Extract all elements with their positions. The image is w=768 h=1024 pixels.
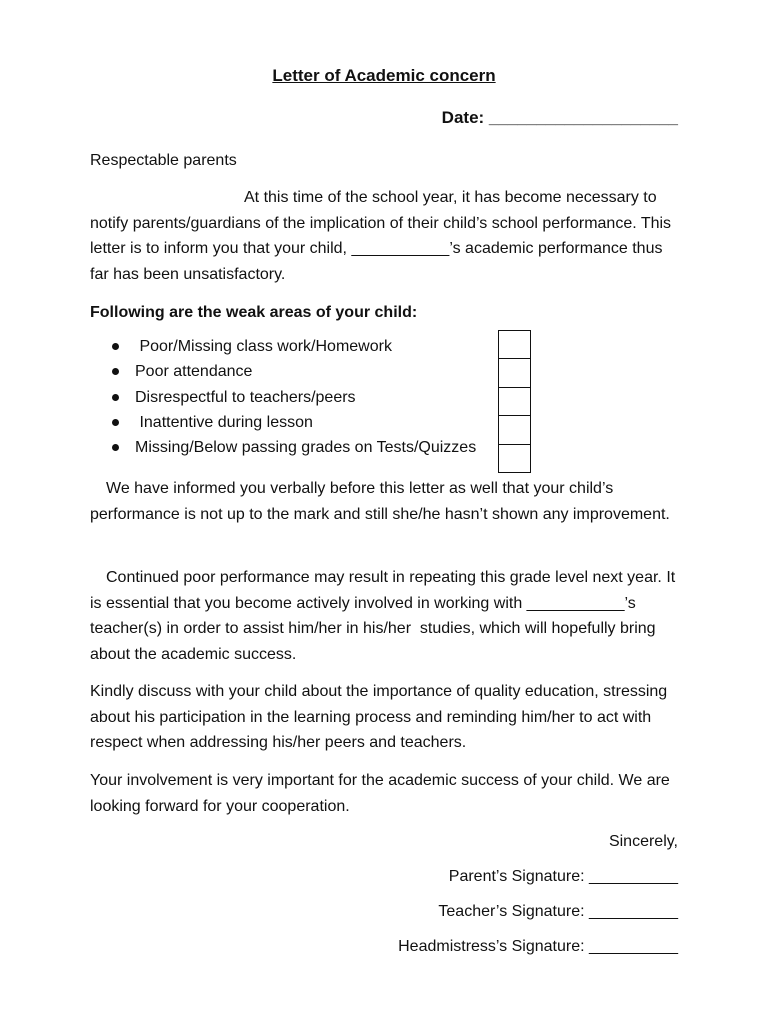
list-item-label: Inattentive during lesson — [135, 413, 313, 431]
teacher-signature-line: Teacher’s Signature: __________ — [438, 903, 678, 920]
bullet-icon — [112, 394, 119, 401]
greeting: Respectable parents — [90, 152, 237, 169]
checkbox-poor-homework[interactable] — [498, 330, 531, 358]
bullet-icon — [112, 343, 119, 350]
date-field: Date: ____________________ — [441, 108, 678, 127]
list-item-label: Poor attendance — [135, 363, 253, 381]
continued-paragraph — [90, 565, 680, 667]
list-item — [108, 435, 488, 460]
continued-text: Continued poor performance may result in repeating this grade level next year. It is essential that you become actively involved in working with ___________’s teacher(s) in order to assist him/her in his/her studies, which will hopefully bring about the academic success. — [90, 569, 680, 663]
checkbox-poor-attendance[interactable] — [498, 358, 531, 386]
headmistress-signature-line: Headmistress’s Signature: __________ — [398, 938, 678, 955]
discuss-paragraph: Kindly discuss with your child about the importance of quality education, stressing about his participation in the learning process and reminding him/her to act with respect when addressing his/her peers and teachers. — [90, 683, 668, 751]
intro-paragraph — [90, 185, 680, 287]
bullet-icon — [112, 419, 119, 426]
intro-text: At this time of the school year, it has become necessary to notify parents/guardians of the implication of their child’s school performance. This letter is to inform you that your child, ___________’s academic performance thus far has been unsatisfactory. — [90, 189, 672, 283]
checkbox-inattentive[interactable] — [498, 415, 531, 443]
list-item — [108, 410, 488, 435]
weak-areas-list — [108, 334, 488, 460]
list-item — [108, 334, 488, 359]
list-item — [108, 385, 488, 410]
list-item-label: Missing/Below passing grades on Tests/Quizzes — [135, 439, 477, 457]
letter-title: Letter of Academic concern — [272, 66, 496, 85]
list-item-label: Disrespectful to teachers/peers — [135, 388, 356, 406]
checkbox-failing-grades[interactable] — [498, 444, 531, 473]
list-item-label: Poor/Missing class work/Homework — [135, 338, 392, 355]
weak-areas-heading: Following are the weak areas of your child: — [90, 304, 418, 321]
parent-signature-line: Parent’s Signature: __________ — [448, 868, 678, 885]
bullet-icon — [112, 368, 119, 375]
involvement-paragraph: Your involvement is very important for the academic success of your child. We are looking forward for your cooperation. — [90, 772, 670, 815]
list-item — [108, 359, 488, 384]
informed-paragraph — [90, 476, 680, 527]
checkbox-disrespectful[interactable] — [498, 387, 531, 415]
informed-text: We have informed you verbally before this letter as well that your child’s performance is not up to the mark and still she/he hasn’t shown any improvement. — [90, 480, 670, 523]
bullet-icon — [112, 444, 119, 451]
closing: Sincerely, — [608, 833, 678, 850]
checkbox-column — [498, 330, 530, 473]
